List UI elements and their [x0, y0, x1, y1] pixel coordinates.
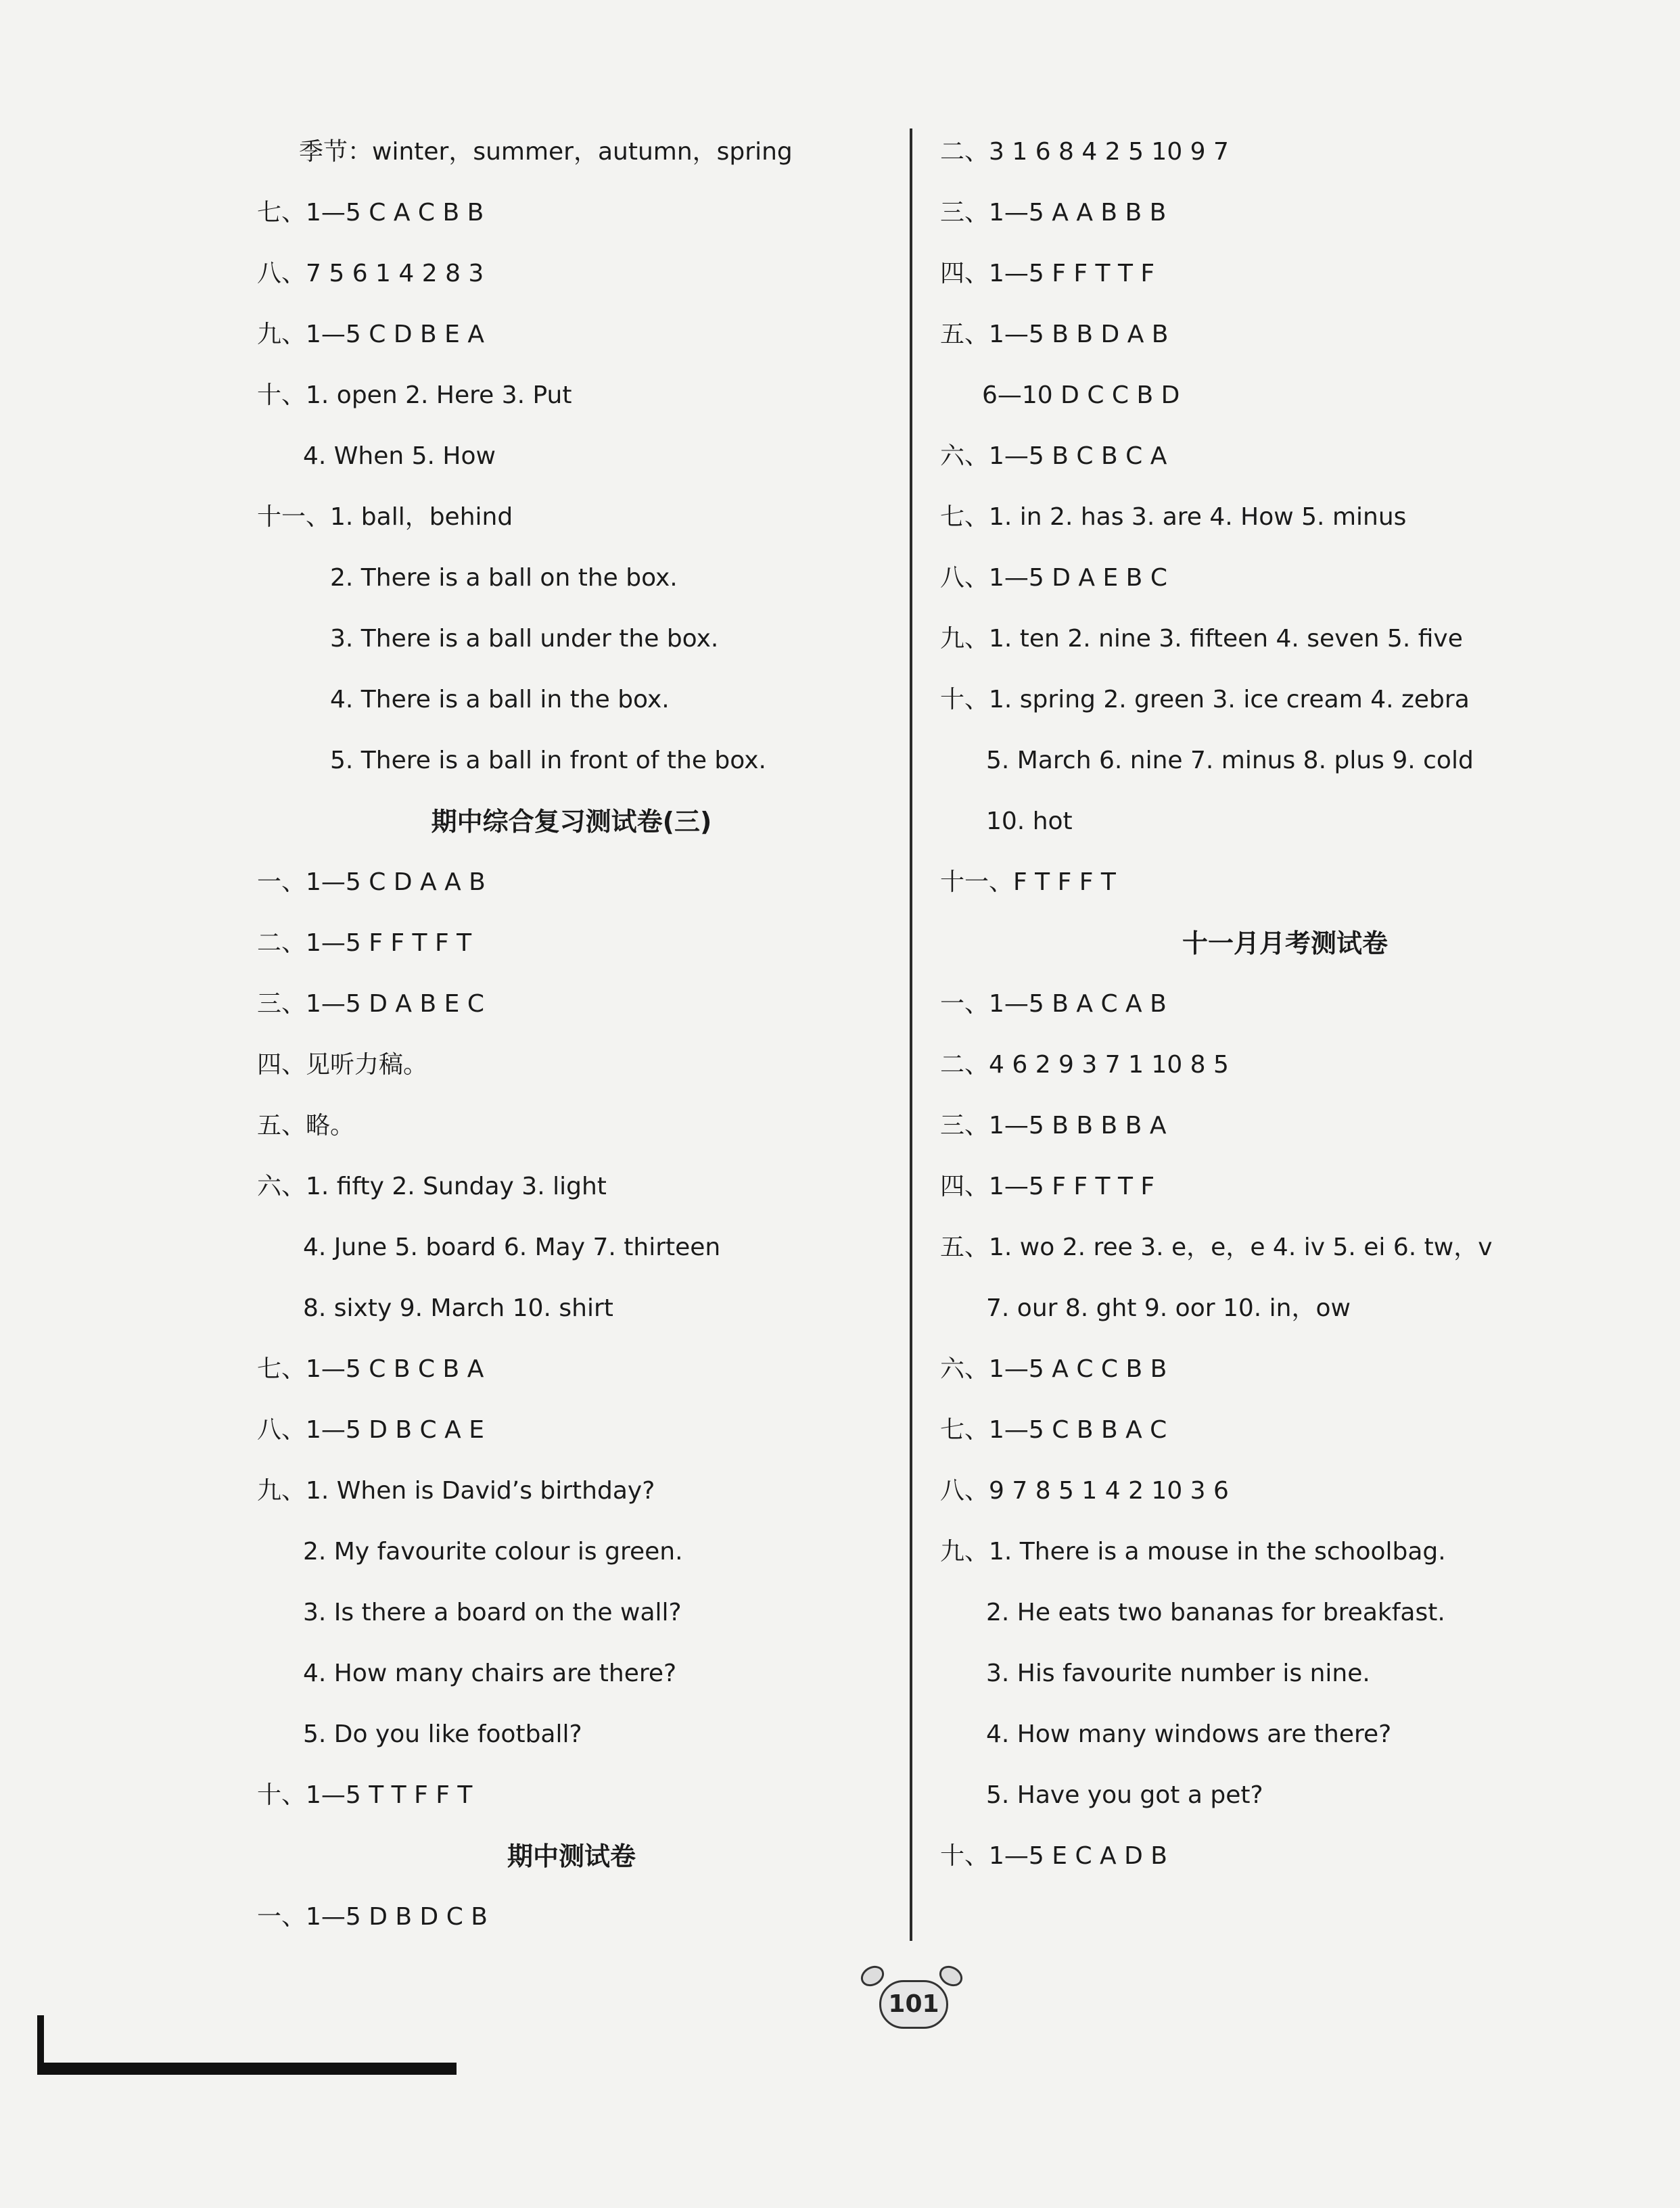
answer-line: 十、1. spring 2. green 3. ice cream 4. zebra: [940, 686, 1470, 713]
answer-line: 5. Have you got a pet?: [986, 1781, 1263, 1809]
answer-line: 九、1. When is David’s birthday?: [257, 1477, 655, 1505]
answer-line: 5. March 6. nine 7. minus 8. plus 9. cold: [986, 747, 1474, 774]
answer-line: 七、1—5 C A C B B: [257, 199, 484, 227]
answer-line: 6—10 D C C B D: [982, 381, 1180, 409]
answer-line: 二、3 1 6 8 4 2 5 10 9 7: [940, 138, 1229, 166]
answer-line: 六、1. fifty 2. Sunday 3. light: [257, 1173, 607, 1200]
answer-line: 三、1—5 B B B B A: [940, 1112, 1167, 1140]
answer-line: 五、略。: [257, 1112, 355, 1140]
answer-line: 八、1—5 D A E B C: [940, 564, 1167, 592]
answer-line: 九、1. ten 2. nine 3. fifteen 4. seven 5. five: [940, 625, 1463, 653]
left-wing-icon: [857, 1962, 887, 1990]
answer-line: 七、1. in 2. has 3. are 4. How 5. minus: [940, 503, 1407, 531]
answer-line: 一、1—5 B A C A B: [940, 990, 1167, 1018]
answer-line: 五、1. wo 2. ree 3. e，e，e 4. iv 5. ei 6. tw，v: [940, 1234, 1493, 1261]
answer-line: 六、1—5 A C C B B: [940, 1355, 1167, 1383]
answer-line: 4. How many chairs are there?: [303, 1660, 677, 1687]
answer-line: 九、1—5 C D B E A: [257, 321, 484, 348]
section-heading: 期中综合复习测试卷(三): [431, 807, 712, 837]
left-column: [257, 122, 886, 1948]
section-heading: 十一月月考测试卷: [1182, 929, 1388, 958]
answer-line: 十一、1. ball，behind: [257, 503, 513, 531]
answer-line: 2. He eats two bananas for breakfast.: [986, 1599, 1445, 1626]
column-divider: [910, 128, 912, 1941]
answer-line: 九、1. There is a mouse in the schoolbag.: [940, 1538, 1446, 1566]
page-number-badge: [860, 1961, 962, 2036]
answer-line: 3. His favourite number is nine.: [986, 1660, 1370, 1687]
scan-edge-bottom: [37, 2063, 457, 2075]
answer-line: 一、1—5 D B D C B: [257, 1903, 488, 1931]
answer-line: 七、1—5 C B B A C: [940, 1416, 1167, 1444]
answer-line: 十一、F T F F T: [940, 868, 1116, 896]
answer-line: 3. There is a ball under the box.: [330, 625, 719, 653]
answer-line: 2. There is a ball on the box.: [330, 564, 678, 592]
answer-line: 六、1—5 B C B C A: [940, 442, 1167, 470]
scan-edge-left: [37, 2015, 44, 2069]
right-column: [940, 122, 1630, 1887]
answer-line: 七、1—5 C B C B A: [257, 1355, 484, 1383]
answer-line: 十、1—5 E C A D B: [940, 1842, 1167, 1870]
answer-line: 二、4 6 2 9 3 7 1 10 8 5: [940, 1051, 1229, 1079]
answer-line: 十、1. open 2. Here 3. Put: [257, 381, 572, 409]
answer-line: 4. When 5. How: [303, 442, 496, 470]
answer-line: 4. There is a ball in the box.: [330, 686, 670, 713]
answer-line: 3. Is there a board on the wall?: [303, 1599, 682, 1626]
answer-line: 十、1—5 T T F F T: [257, 1781, 473, 1809]
answer-line: 五、1—5 B B D A B: [940, 321, 1169, 348]
answer-line: 二、1—5 F F T F T: [257, 929, 472, 957]
answer-line: 四、1—5 F F T T F: [940, 260, 1155, 287]
answer-line: 2. My favourite colour is green.: [303, 1538, 683, 1566]
answer-line: 一、1—5 C D A A B: [257, 868, 486, 896]
page-number: 101: [879, 1980, 948, 2029]
answer-line: 四、见听力稿。: [257, 1051, 428, 1079]
answer-line: 八、1—5 D B C A E: [257, 1416, 484, 1444]
answer-line: 季节：winter，summer，autumn，spring: [299, 138, 793, 166]
answer-line: 八、9 7 8 5 1 4 2 10 3 6: [940, 1477, 1229, 1505]
answer-line: 三、1—5 D A B E C: [257, 990, 484, 1018]
answer-line: 8. sixty 9. March 10. shirt: [303, 1294, 613, 1322]
section-heading: 期中测试卷: [507, 1841, 636, 1871]
answer-line: 4. June 5. board 6. May 7. thirteen: [303, 1234, 721, 1261]
answer-line: 5. Do you like football?: [303, 1720, 582, 1748]
answer-line: 5. There is a ball in front of the box.: [330, 747, 766, 774]
answer-line: 10. hot: [986, 807, 1073, 835]
answer-line: 三、1—5 A A B B B: [940, 199, 1167, 227]
answer-line: 7. our 8. ght 9. oor 10. in，ow: [986, 1294, 1351, 1322]
answer-line: 八、7 5 6 1 4 2 8 3: [257, 260, 484, 287]
answer-line: 4. How many windows are there?: [986, 1720, 1392, 1748]
answer-line: 四、1—5 F F T T F: [940, 1173, 1155, 1200]
